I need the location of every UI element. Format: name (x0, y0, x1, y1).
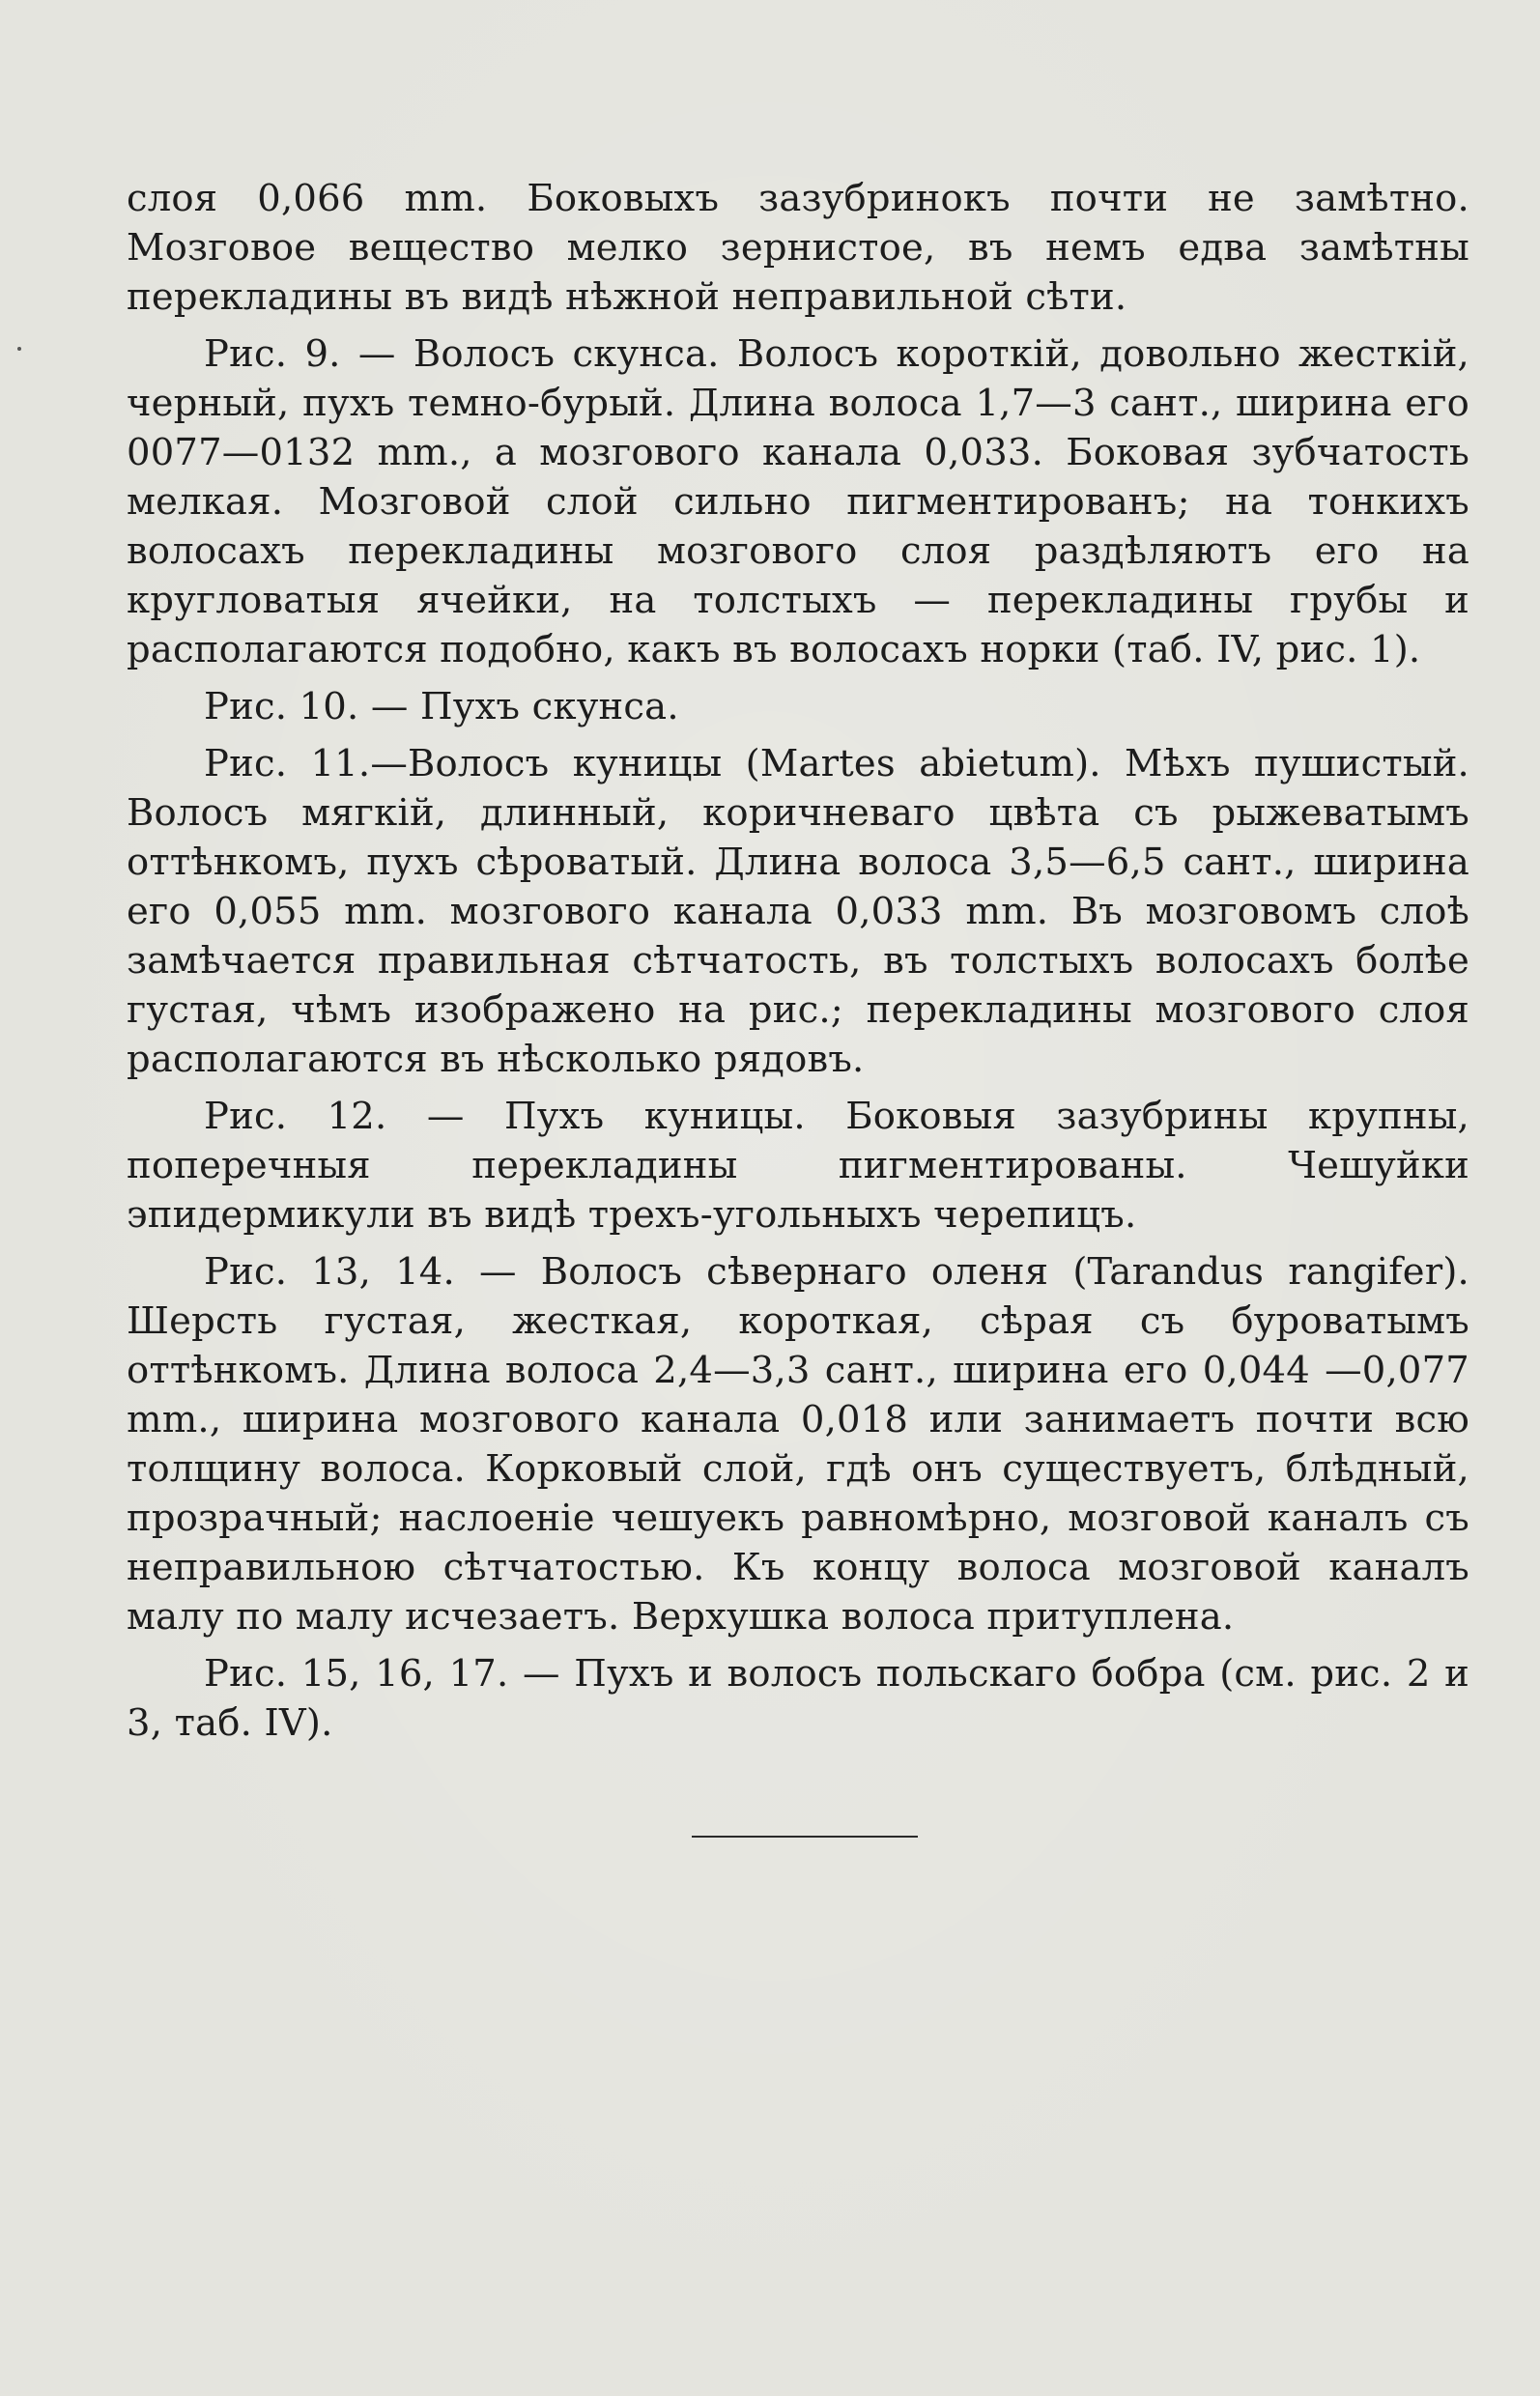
paragraph-fig-12: Рис. 12. — Пухъ куницы. Боковыя зазубрины крупны, поперечныя перекладины пигментированы. Чешуйки эпидермикули въ видѣ трехъ-угольныхъ черепицъ. (127, 1095, 1469, 1237)
paragraph-continuation: слоя 0,066 mm. Боковыхъ зазубринокъ почти не замѣтно. Мозговое вещество мелко зернистое, въ немъ едва замѣтны перекладины въ видѣ нѣжной неправильной сѣти. (127, 177, 1469, 319)
end-divider-rule (692, 1836, 918, 1838)
paragraph-fig-15-17: Рис. 15, 16, 17. — Пухъ и волосъ польскаго бобра (см. рис. 2 и 3, таб. IV). (127, 1652, 1469, 1745)
scan-speck (17, 347, 21, 351)
paragraph-fig-9: Рис. 9. — Волосъ скунса. Волосъ короткій, довольно жесткій, черный, пухъ темно-бурый. Длина волоса 1,7—3 сант., ширина его 0077—0132 mm., а мозгового канала 0,033. Боковая зубчатость мелкая. Мозговой слой сильно пигментированъ; на тонкихъ волосахъ перекладины мозгового слоя раздѣляютъ его на кругловатыя ячейки, на толстыхъ — перекладины грубы и располагаются подобно, какъ въ волосахъ норки (таб. IV, рис. 1). (127, 332, 1469, 671)
paragraph-fig-11: Рис. 11.—Волосъ куницы (Martes abietum). Мѣхъ пушистый. Волосъ мягкій, длинный, коричневаго цвѣта съ рыжеватымъ оттѣнкомъ, пухъ сѣроватый. Длина волоса 3,5—6,5 сант., ширина его 0,055 mm. мозгового канала 0,033 mm. Въ мозговомъ слоѣ замѣчается правильная сѣтчатость, въ толстыхъ волосахъ болѣе густая, чѣмъ изображено на рис.; перекладины мозгового слоя располагаются въ нѣсколько рядовъ. (127, 742, 1469, 1081)
body-text (127, 174, 1469, 1755)
paragraph-fig-13-14: Рис. 13, 14. — Волосъ сѣвернаго оленя (Tarandus rangifer). Шерсть густая, жесткая, короткая, сѣрая съ буроватымъ оттѣнкомъ. Длина волоса 2,4—3,3 сант., ширина его 0,044 —0,077 mm., ширина мозгового канала 0,018 или занимаетъ почти всю толщину волоса. Корковый слой, гдѣ онъ существуетъ, блѣдный, прозрачный; наслоеніе чешуекъ равномѣрно, мозговой каналъ съ неправильною сѣтчатостью. Къ концу волоса мозговой каналъ малу по малу исчезаетъ. Верхушка волоса притуплена. (127, 1250, 1469, 1639)
paragraph-fig-10: Рис. 10. — Пухъ скунса. (204, 685, 679, 728)
